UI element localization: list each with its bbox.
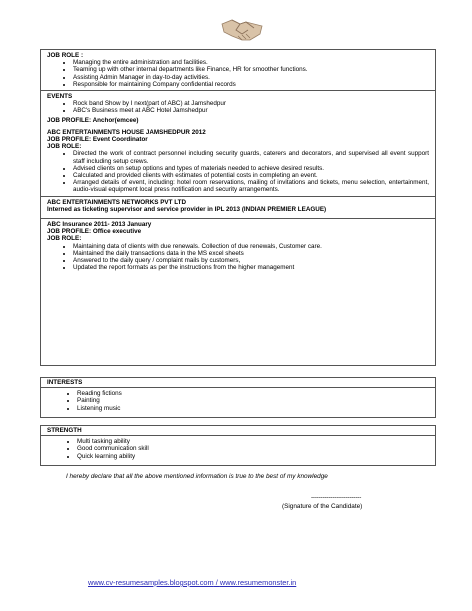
job-role-section — [41, 50, 435, 91]
list-item: • Reading fictions — [77, 390, 429, 397]
footer-link-resumemonster[interactable]: www.resumemonster.in — [219, 578, 297, 587]
list-item: • Answered to the daily query / complaint mails by customers, — [73, 257, 429, 264]
interests-list — [47, 390, 429, 412]
events-label: EVENTS — [47, 93, 73, 101]
footer-links — [88, 578, 296, 587]
strength-header — [41, 426, 435, 436]
list-item: • Assisting Admin Manager in day-to-day activities. — [73, 74, 429, 81]
list-item: • Maintaining data of clients with due renewals. Collection of due renewals, Customer care. — [73, 243, 429, 250]
handshake-logo — [220, 14, 264, 44]
interests-body — [41, 388, 435, 414]
experience-box — [40, 49, 436, 366]
list-item: • Good communication skill — [77, 445, 429, 452]
strength-label: STRENGTH — [47, 427, 82, 434]
footer-link-cv-resumesamples[interactable]: www.cv-resumesamples.blogspot.com — [88, 578, 214, 587]
networks-heading: ABC ENTERTAINMENTS NETWORKS PVT LTD — [47, 198, 186, 206]
job-role-label: JOB ROLE : — [47, 52, 84, 59]
interests-label: INTERESTS — [47, 379, 83, 386]
list-item: • Arranged details of event, including: hotel room reservations, mailing of invitations and tickets, menu selection, entertainment, audio-visual equipment local press notification and security arrangements. — [73, 179, 429, 193]
declaration-text: I hereby declare that all the above mentioned information is true to the best of my knowledge — [66, 473, 328, 480]
list-item: • Listening music — [77, 405, 429, 412]
list-item: • Maintained the daily transactions data in the MS excel sheets — [73, 250, 429, 257]
signature-label: (Signature of the Candidate) — [282, 503, 363, 510]
events-list — [47, 100, 429, 114]
list-item: • Calculated and provided clients with estimates of potential costs in completing an event. — [73, 172, 429, 179]
list-item: • Multi tasking ability — [77, 438, 429, 445]
list-item: • Rock band Show by I next(part of ABC) at Jamshedpur — [73, 100, 429, 107]
house-role-label: JOB ROLE: — [47, 143, 82, 151]
insurance-role-label: JOB ROLE: — [47, 235, 82, 243]
list-item: • Responsible for maintaining Company confidential records — [73, 81, 429, 88]
strength-box — [40, 425, 436, 466]
list-item: • Painting — [77, 397, 429, 404]
list-item: • Advised clients on setup options and types of materials needed to achieve desired results. — [73, 165, 429, 172]
insurance-section — [41, 219, 435, 320]
insurance-role-list — [47, 243, 429, 272]
events-section — [41, 91, 435, 197]
list-item: • Teaming up with other internal departments like Finance, HR for smoother functions. — [73, 66, 429, 73]
interests-header — [41, 378, 435, 388]
job-role-list — [47, 59, 429, 88]
strength-body — [41, 436, 435, 462]
house-profile: JOB PROFILE: Event Coordinator — [47, 136, 148, 144]
list-item: • Updated the report formats as per the instructions from the higher management — [73, 264, 429, 271]
events-profile: JOB PROFILE: Anchor(emcee) — [47, 116, 139, 124]
list-item: • Quick learning ability — [77, 453, 429, 460]
strength-list — [47, 438, 429, 460]
insurance-heading: ABC Insurance 2011- 2013 January — [47, 221, 152, 229]
house-heading: ABC ENTERTAINMENTS HOUSE JAMSHEDPUR 2012 — [47, 128, 206, 136]
interests-box — [40, 377, 436, 418]
house-role-list — [47, 150, 429, 193]
list-item: • Managing the entire administration and facilities. — [73, 59, 429, 66]
list-item: • Directed the work of contract personnel including security guards, caterers and decorators, and supervised all event support staff including setup crews. — [73, 150, 429, 164]
networks-section — [41, 197, 435, 219]
insurance-profile: JOB PROFILE: Office executive — [47, 228, 142, 236]
footer-separator: / — [213, 578, 220, 587]
list-item: • ABC's Business meet at ABC Hotel Jamshedpur — [73, 107, 429, 114]
signature-line: -------------------------- — [311, 494, 362, 501]
networks-text: Interned as ticketing supervisor and service provider in IPL 2013 (INDIAN PREMIER LEAGUE) — [47, 205, 327, 213]
